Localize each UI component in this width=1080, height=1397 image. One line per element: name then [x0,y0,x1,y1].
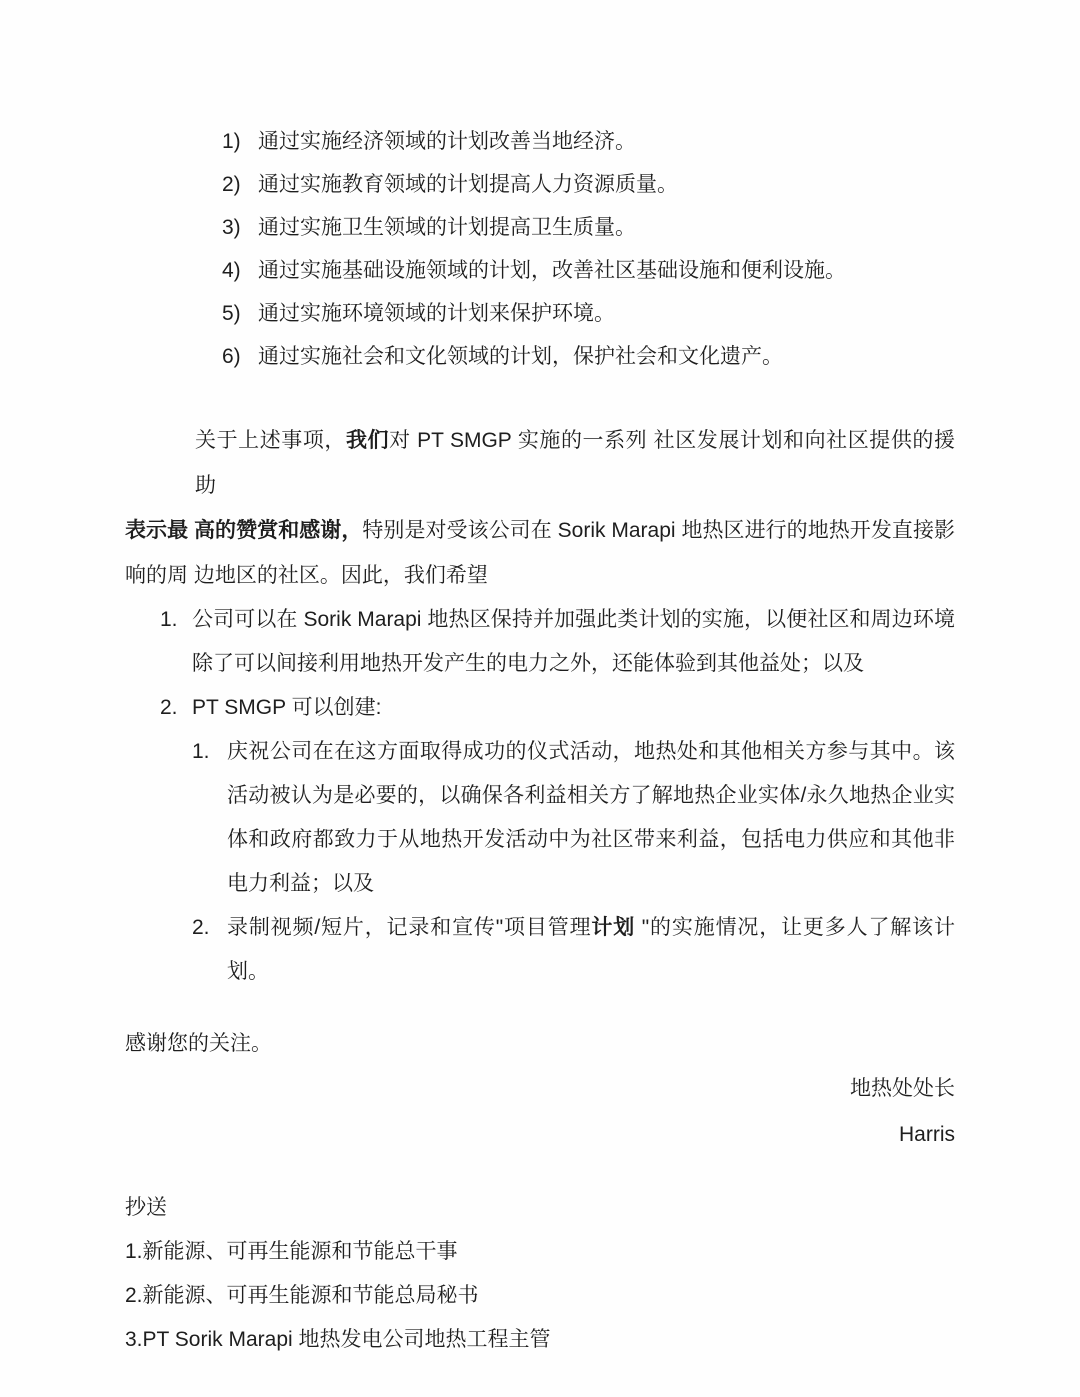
cc-item: 2.新能源、可再生能源和节能总局秘书 [125,1284,479,1307]
list-number: 6) [222,345,241,368]
appreciation-paragraph [125,418,955,598]
cc-section [125,1186,955,1362]
list-text: 通过实施卫生领域的计划提高卫生质量。 [258,216,636,239]
list-number: 1) [222,130,241,153]
cc-label: 抄送 [125,1196,167,1219]
signer-name: Harris [899,1123,955,1146]
plan-item [222,249,955,292]
plan-item [222,163,955,206]
signer-title: 地热处处长 [850,1077,955,1100]
list-text [227,906,955,994]
sub-request-item [192,906,955,994]
paragraph-text: 响的周 边地区的社区。因此，我们希望 [125,564,488,587]
plan-item [222,292,955,335]
list-text-bold-segment: 计划 [591,916,642,939]
signature-block [125,1066,955,1158]
list-number: 1. [192,740,210,763]
list-number: 1. [160,608,178,631]
list-number: 2. [160,696,178,719]
list-number: 3) [222,216,241,239]
paragraph-line [125,553,955,598]
plan-item [222,120,955,163]
paragraph-line [125,508,955,553]
list-text-segment: 录制视频/短片，记录和宣传"项目管理 [227,916,592,939]
request-item [160,686,955,730]
list-number: 4) [222,259,241,282]
list-number: 5) [222,302,241,325]
sub-request-item [192,730,955,906]
paragraph-text: 关于上述事项， [195,429,346,452]
list-text-segment: "的实施情况，让更多人了解该计划。 [227,916,955,983]
request-item [160,598,955,686]
paragraph-text: 特别是对受该公司在 Sorik Marapi 地热区进行的地热开发直接影 [362,519,955,542]
list-text: 公司可以在 Sorik Marapi 地热区保持并加强此类计划的实施，以便社区和周边环境除了可以间接利用地热开发产生的电力之外，还能体验到其他益处；以及 [192,608,955,675]
paragraph-bold-text: 我们 [345,429,390,452]
plan-item [222,206,955,249]
list-text: 通过实施环境领域的计划来保护环境。 [258,302,615,325]
paragraph-bold-text: 表示最 高的赞赏和感谢， [125,519,363,542]
list-text: 通过实施基础设施领域的计划，改善社区基础设施和便利设施。 [258,259,846,282]
cc-item: 1.新能源、可再生能源和节能总干事 [125,1240,458,1263]
paragraph-line [125,418,955,508]
list-number: 2) [222,173,241,196]
community-plans-list [222,120,955,378]
list-text: 通过实施社会和文化领域的计划，保护社会和文化遗产。 [258,345,783,368]
paragraph-text: 对 PT SMGP 实施的一系列 社区发展计划和向社区提供的援助 [195,429,956,497]
requests-list [160,598,955,730]
list-text: 通过实施教育领域的计划提高人力资源质量。 [258,173,678,196]
closing-remark: 感谢您的关注。 [125,1032,272,1055]
list-text: 通过实施经济领域的计划改善当地经济。 [258,130,636,153]
sub-requests-list [192,730,955,994]
list-number: 2. [192,916,210,939]
plan-item [222,335,955,378]
list-text: 庆祝公司在在这方面取得成功的仪式活动，地热处和其他相关方参与其中。该活动被认为是必要的，以确保各利益相关方了解地热企业实体/永久地热企业实体和政府都致力于从地热开发活动中为社区带来利益，包括电力供应和其他非电力利益；以及 [227,740,955,895]
list-text: PT SMGP 可以创建: [192,696,382,719]
cc-item: 3.PT Sorik Marapi 地热发电公司地热工程主管 [125,1328,551,1351]
